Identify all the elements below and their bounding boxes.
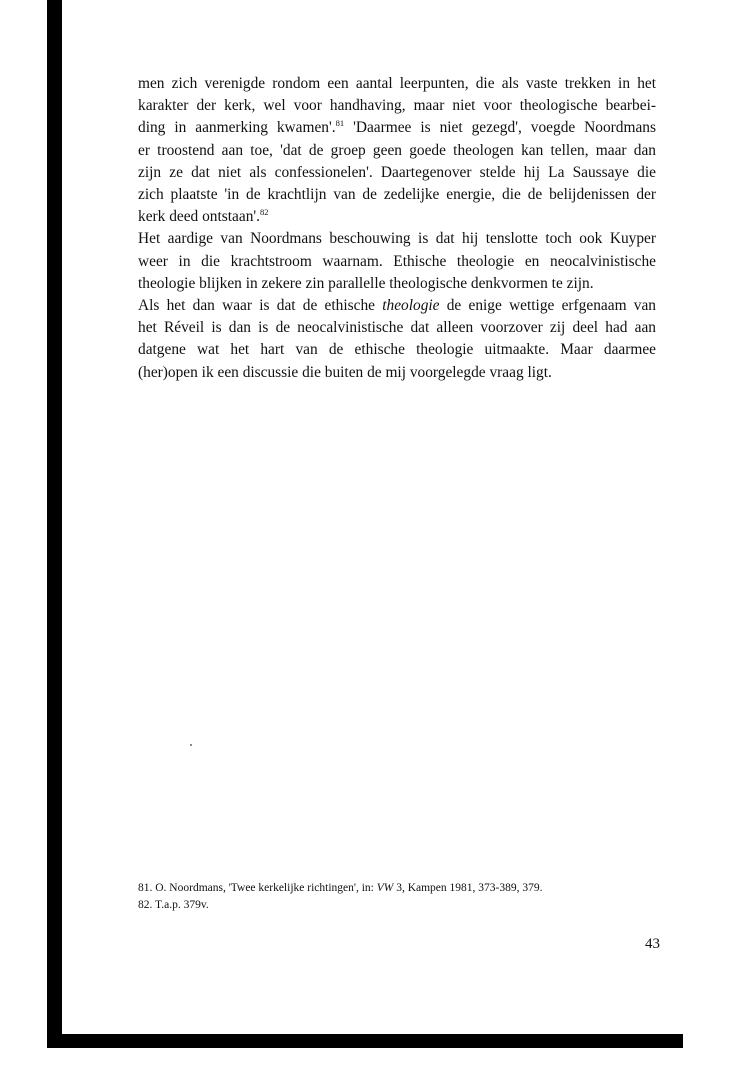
- footnote-ref-81: 81: [335, 118, 345, 129]
- body-text: [138, 73, 656, 384]
- scan-speck: [190, 744, 192, 746]
- text-line: karakter der kerk, wel voor handhaving, maar niet voor theologische bearbei-: [138, 97, 656, 115]
- text-line: zijn ze dat niet als confessionelen'. Daartegenover stelde hij La Saussaye die: [138, 163, 656, 181]
- text-line: [138, 117, 656, 139]
- text-segment: Als het dan waar is dat de ethische: [138, 297, 383, 315]
- text-line: [138, 206, 656, 228]
- text-line: er troostend aan toe, 'dat de groep geen goede theologen kan tellen, maar dan: [138, 141, 656, 159]
- text-segment: kerk deed ontstaan'.: [138, 208, 261, 226]
- footnote-text: 81. O. Noordmans, 'Twee kerkelijke richtingen', in:: [138, 882, 377, 894]
- footnotes: [138, 880, 658, 913]
- footnote-81: [138, 880, 658, 897]
- text-line: Het aardige van Noordmans beschouwing is dat hij tenslotte toch ook Kuyper: [138, 230, 656, 248]
- text-line: weer in die krachtstroom waarnam. Ethische theologie en neocalvinistische: [138, 252, 656, 270]
- text-line: theologie blijken in zekere zin parallelle theologische denkvormen te zijn.: [138, 274, 594, 292]
- text-segment: ding in aanmerking kwamen'.: [138, 119, 336, 137]
- footnote-ref-82: 82: [260, 207, 269, 218]
- emphasis-theologie: theologie: [382, 297, 440, 315]
- text-line: (her)open ik een discussie die buiten de mij voorgelegde vraag ligt.: [138, 363, 552, 381]
- text-line: [138, 295, 656, 317]
- footnote-text: 3, Kampen 1981, 373-389, 379.: [393, 882, 543, 894]
- text-line: datgene wat het hart van de ethische theologie uitmaakte. Maar daarmee: [138, 341, 656, 359]
- text-segment: de enige wettige erfgenaam van: [439, 297, 656, 315]
- text-line: het Réveil is dan is de neocalvinistische dat alleen voorzover zij deel had aan: [138, 319, 656, 337]
- footnote-emphasis: VW: [376, 882, 394, 894]
- page-number: 43: [645, 936, 660, 952]
- footnote-text: 82. T.a.p. 379v.: [138, 898, 209, 911]
- footnote-82: [138, 897, 658, 914]
- scan-left-edge-shadow: [47, 0, 62, 1048]
- text-segment: 'Daarmee is niet gezegd', voegde Noordmans: [344, 119, 656, 137]
- text-line: zich plaatste 'in de krachtlijn van de zedelijke energie, die de belijdenissen der: [138, 186, 656, 204]
- text-line: men zich verenigde rondom een aantal leerpunten, die als vaste trekken in het: [138, 75, 656, 92]
- scan-bottom-edge-shadow: [47, 1034, 683, 1048]
